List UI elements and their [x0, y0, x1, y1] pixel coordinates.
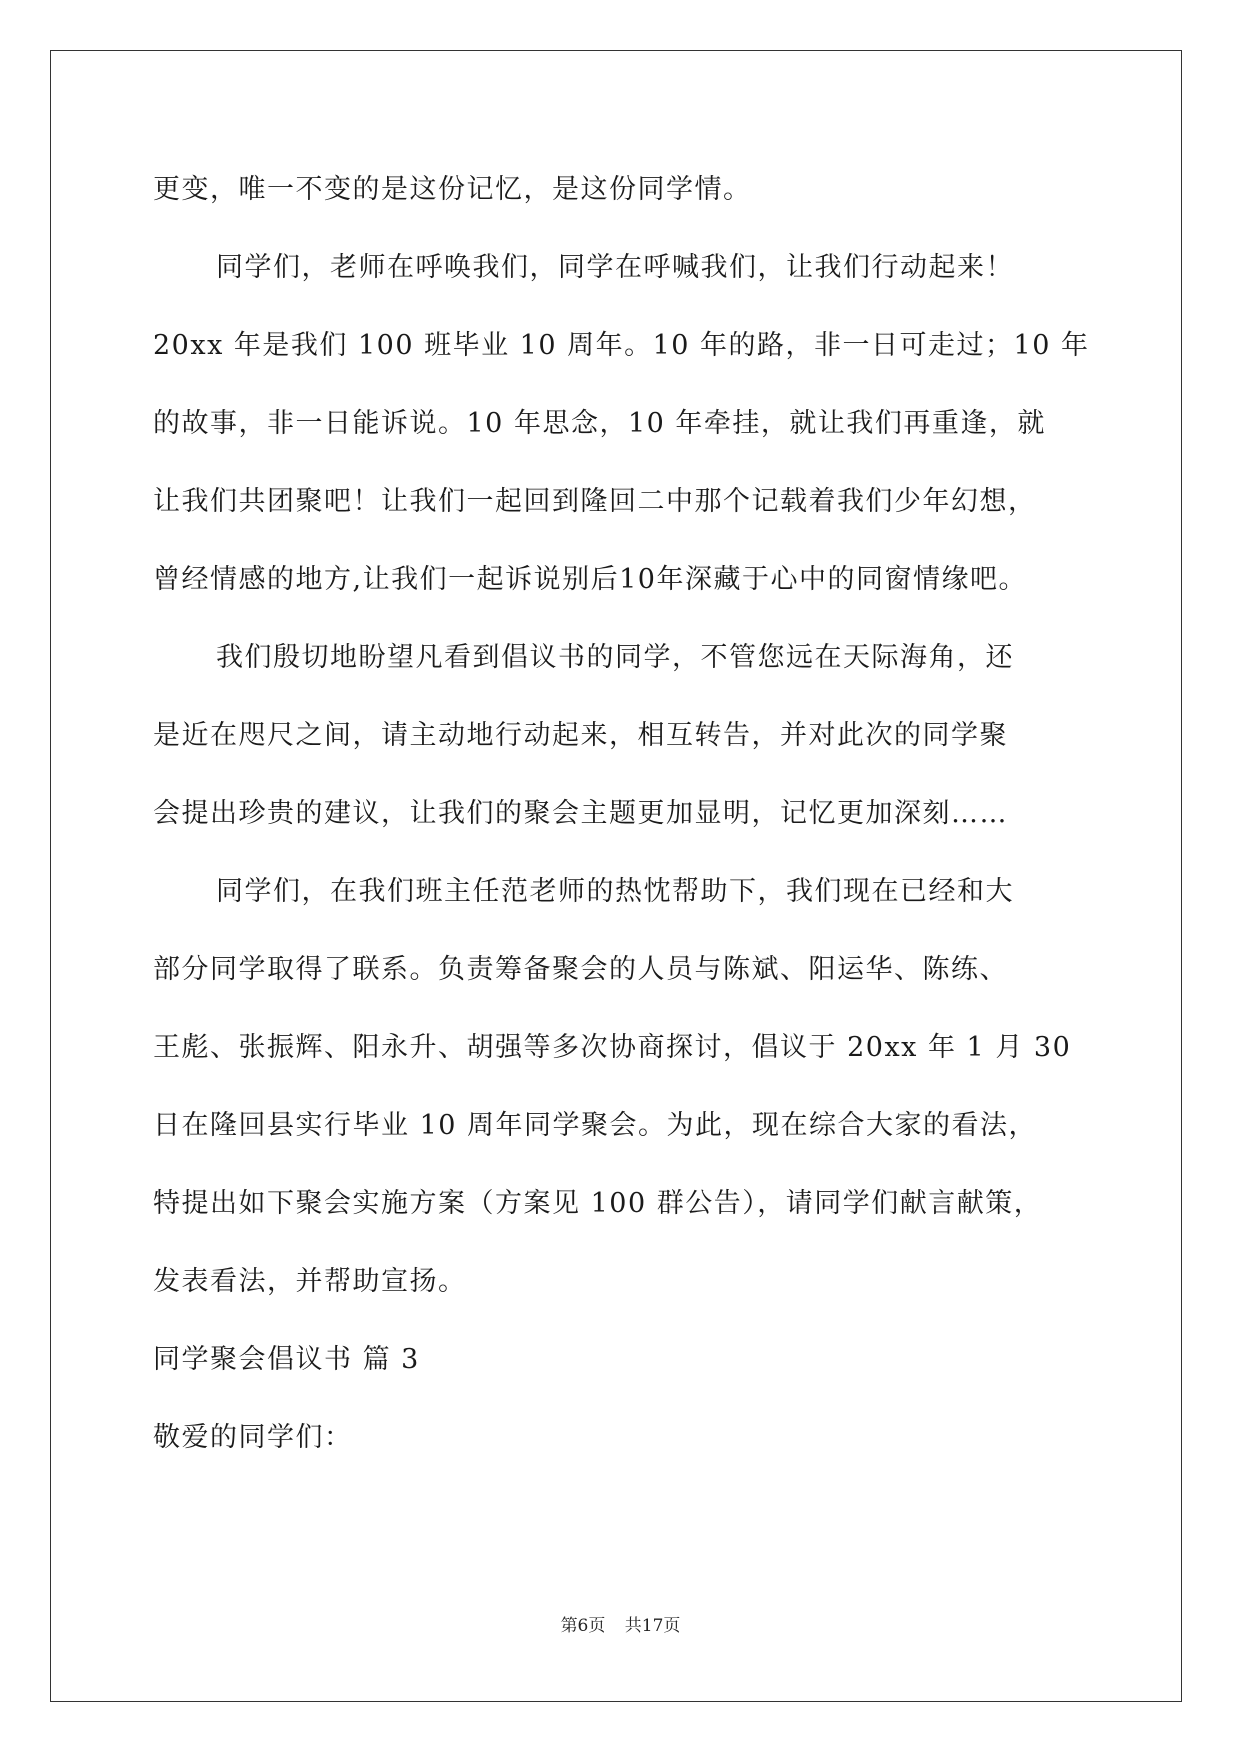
text-line: 的故事，非一日能诉说。10 年思念，10 年牵挂，就让我们再重逢，就 [153, 408, 1046, 439]
page-footer [0, 1614, 1241, 1638]
text-line: 日在隆回县实行毕业 10 周年同学聚会。为此，现在综合大家的看法， [153, 1110, 1038, 1141]
text-line: 20xx 年是我们 100 班毕业 10 周年。10 年的路，非一日可走过；10 年 [153, 330, 1090, 361]
section-heading: 同学聚会倡议书 篇 3 [153, 1344, 420, 1375]
text-line: 会提出珍贵的建议，让我们的聚会主题更加显明，记忆更加深刻…… [153, 798, 1008, 829]
text-line: 曾经情感的地方,让我们一起诉说别后10年深藏于心中的同窗情缘吧。 [153, 564, 1027, 595]
text-line: 部分同学取得了联系。负责筹备聚会的人员与陈斌、阳运华、陈练、 [153, 954, 1008, 985]
text-line: 让我们共团聚吧！让我们一起回到隆回二中那个记载着我们少年幻想， [153, 486, 1037, 517]
text-line: 是近在咫尺之间，请主动地行动起来，相互转告，并对此次的同学聚 [153, 720, 1008, 751]
text-line: 发表看法，并帮助宣扬。 [153, 1266, 467, 1297]
paragraph-start: 我们殷切地盼望凡看到倡议书的同学，不管您远在天际海角，还 [216, 642, 1014, 673]
page-total: 共17页 [624, 1616, 681, 1636]
text-line: 更变，唯一不变的是这份记忆，是这份同学情。 [153, 174, 752, 205]
page-number: 第6页 [560, 1616, 606, 1636]
text-line: 王彪、张振辉、阳永升、胡强等多次协商探讨，倡议于 20xx 年 1 月 30 [153, 1032, 1072, 1063]
salutation: 敬爱的同学们： [153, 1422, 353, 1453]
text-line: 特提出如下聚会实施方案（方案见 100 群公告），请同学们献言献策， [153, 1188, 1043, 1219]
paragraph-start: 同学们，在我们班主任范老师的热忱帮助下，我们现在已经和大 [216, 876, 1014, 907]
paragraph-start: 同学们，老师在呼唤我们，同学在呼喊我们，让我们行动起来！ [216, 252, 1014, 283]
